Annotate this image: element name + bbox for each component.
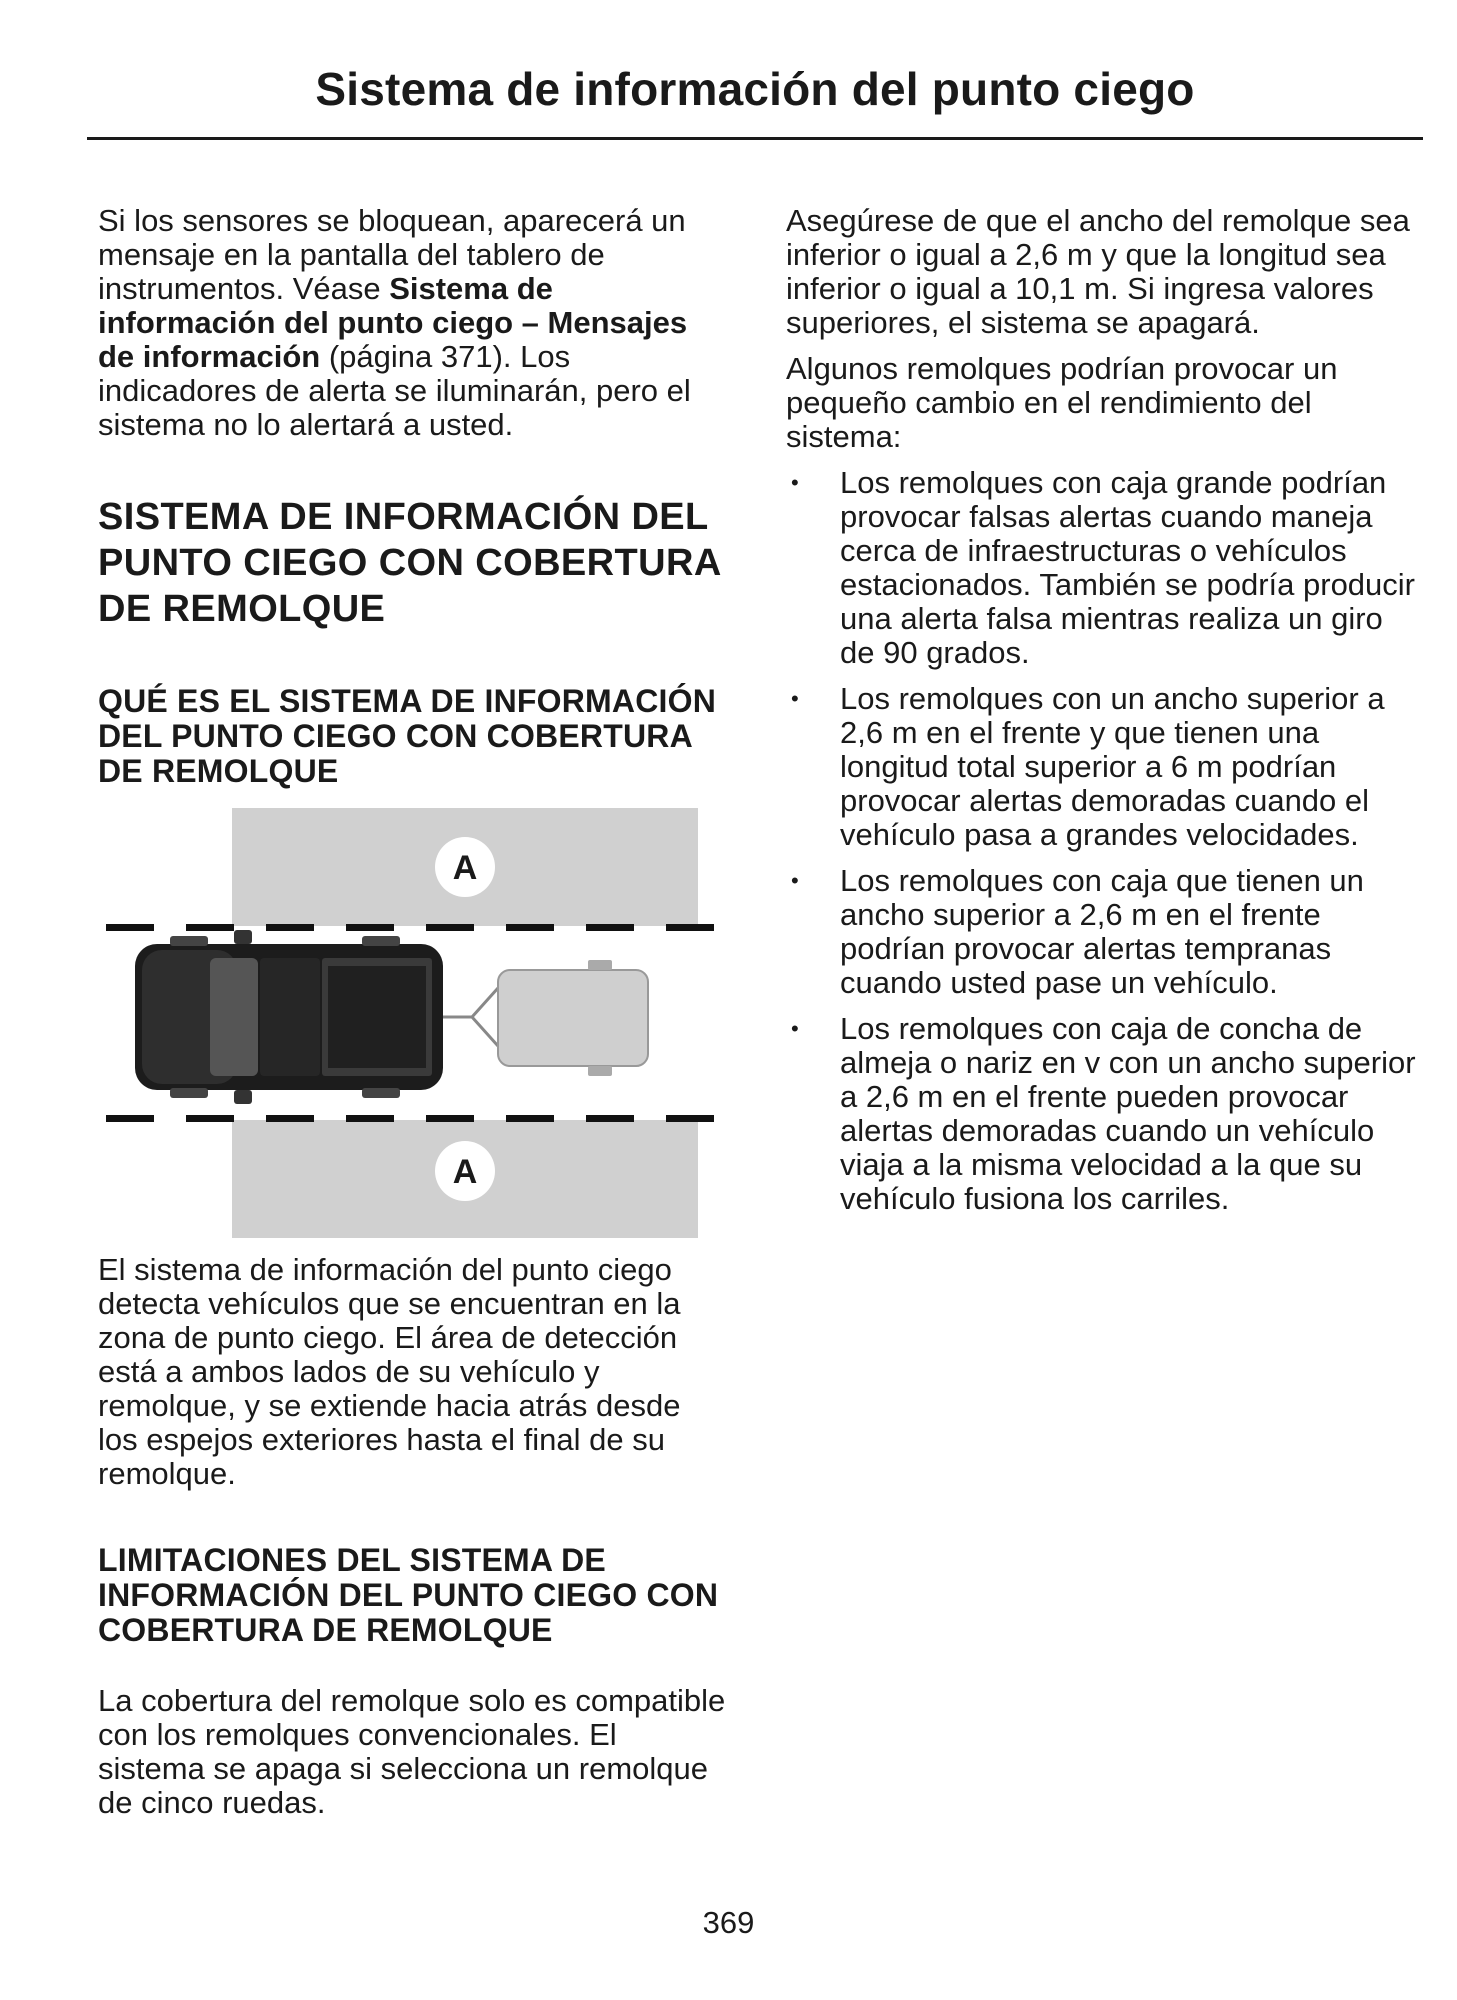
list-item: • Los remolques con caja grande podrían provocar falsas alertas cuando maneja cerca de infraestructuras o vehículos estacionados. También se podría producir una alerta falsa mientras realiza un giro de 90 grados. (791, 465, 1415, 670)
bullet-icon: • (791, 686, 799, 711)
right-column (786, 200, 1418, 1228)
header-divider (87, 137, 1423, 140)
list-item: • Los remolques con caja de concha de almeja o nariz en v con un ancho superior a 2,6 m en el frente pueden provocar alertas demoradas cuando un vehículo viaja a la misma velocidad a la que su vehículo fusiona los carriles. (791, 1011, 1416, 1216)
bullet-icon: • (791, 470, 799, 495)
left-column-lower (98, 1253, 726, 1820)
zone-label-bottom (435, 1141, 495, 1201)
list-item: • Los remolques con un ancho superior a 2,6 m en el frente y que tienen una longitud total superior a 6 m podrían provocar alertas demoradas cuando el vehículo pasa a grandes velocidades. (791, 681, 1385, 852)
bullet-icon: • (791, 1016, 799, 1041)
trailer-hitch (443, 988, 498, 1046)
truck-illustration (135, 930, 443, 1104)
page-number: 369 (702, 1905, 755, 1940)
left-column (98, 200, 726, 789)
page-title: Sistema de información del punto ciego (315, 63, 1195, 115)
intro-text-start: Si los sensores se bloquean, aparecerá un mensaje en la pantalla del tablero de instrumentos. Véase (98, 203, 686, 306)
trailer-size-paragraph: Asegúrese de que el ancho del remolque sea inferior o igual a 2,6 m y que la longitud sea inferior o igual a 10,1 m. Si ingresa valores superiores, el sistema se apagará. (786, 203, 1410, 340)
bullet-icon: • (791, 868, 799, 893)
what-is-paragraph: El sistema de información del punto ciego detecta vehículos que se encuentran en la zona de punto ciego. El área de detección está a ambos lados de su vehículo y remolque, y se extiende hacia atrás desde los espejos exteriores hasta el final de su remolque. (98, 1252, 681, 1491)
performance-intro-paragraph: Algunos remolques podrían provocar un pequeño cambio en el rendimiento del sistema: (786, 351, 1338, 454)
zone-label-top-text: A (452, 849, 478, 887)
trailer-illustration (498, 960, 648, 1076)
zone-label-top (435, 837, 495, 897)
intro-cross-reference: Sistema de información del punto ciego – Mensajes de información (98, 271, 688, 374)
section-heading: SISTEMA DE INFORMACIÓN DEL PUNTO CIEGO CON COBERTURA DE REMOLQUE (98, 496, 721, 630)
limitations-paragraph: La cobertura del remolque solo es compatible con los remolques convencionales. El sistema se apaga si selecciona un remolque de cinco ruedas. (98, 1683, 726, 1820)
blind-spot-diagram (100, 808, 730, 1238)
list-item: • Los remolques con caja que tienen un ancho superior a 2,6 m en el frente podrían provocar alertas tempranas cuando usted pase un vehículo. (791, 863, 1364, 1000)
intro-text-end: (página 371). Los indicadores de alerta se iluminarán, pero el sistema no lo alertará a usted. (98, 339, 691, 442)
subheading-limitations: LIMITACIONES DEL SISTEMA DE INFORMACIÓN DEL PUNTO CIEGO CON COBERTURA DE REMOLQUE (98, 1542, 719, 1648)
zone-label-bottom-text: A (452, 1153, 478, 1191)
intro-paragraph (98, 204, 726, 442)
limitations-list (786, 466, 1418, 1216)
subheading-what-is: QUÉ ES EL SISTEMA DE INFORMACIÓN DEL PUNTO CIEGO CON COBERTURA DE REMOLQUE (98, 683, 717, 789)
